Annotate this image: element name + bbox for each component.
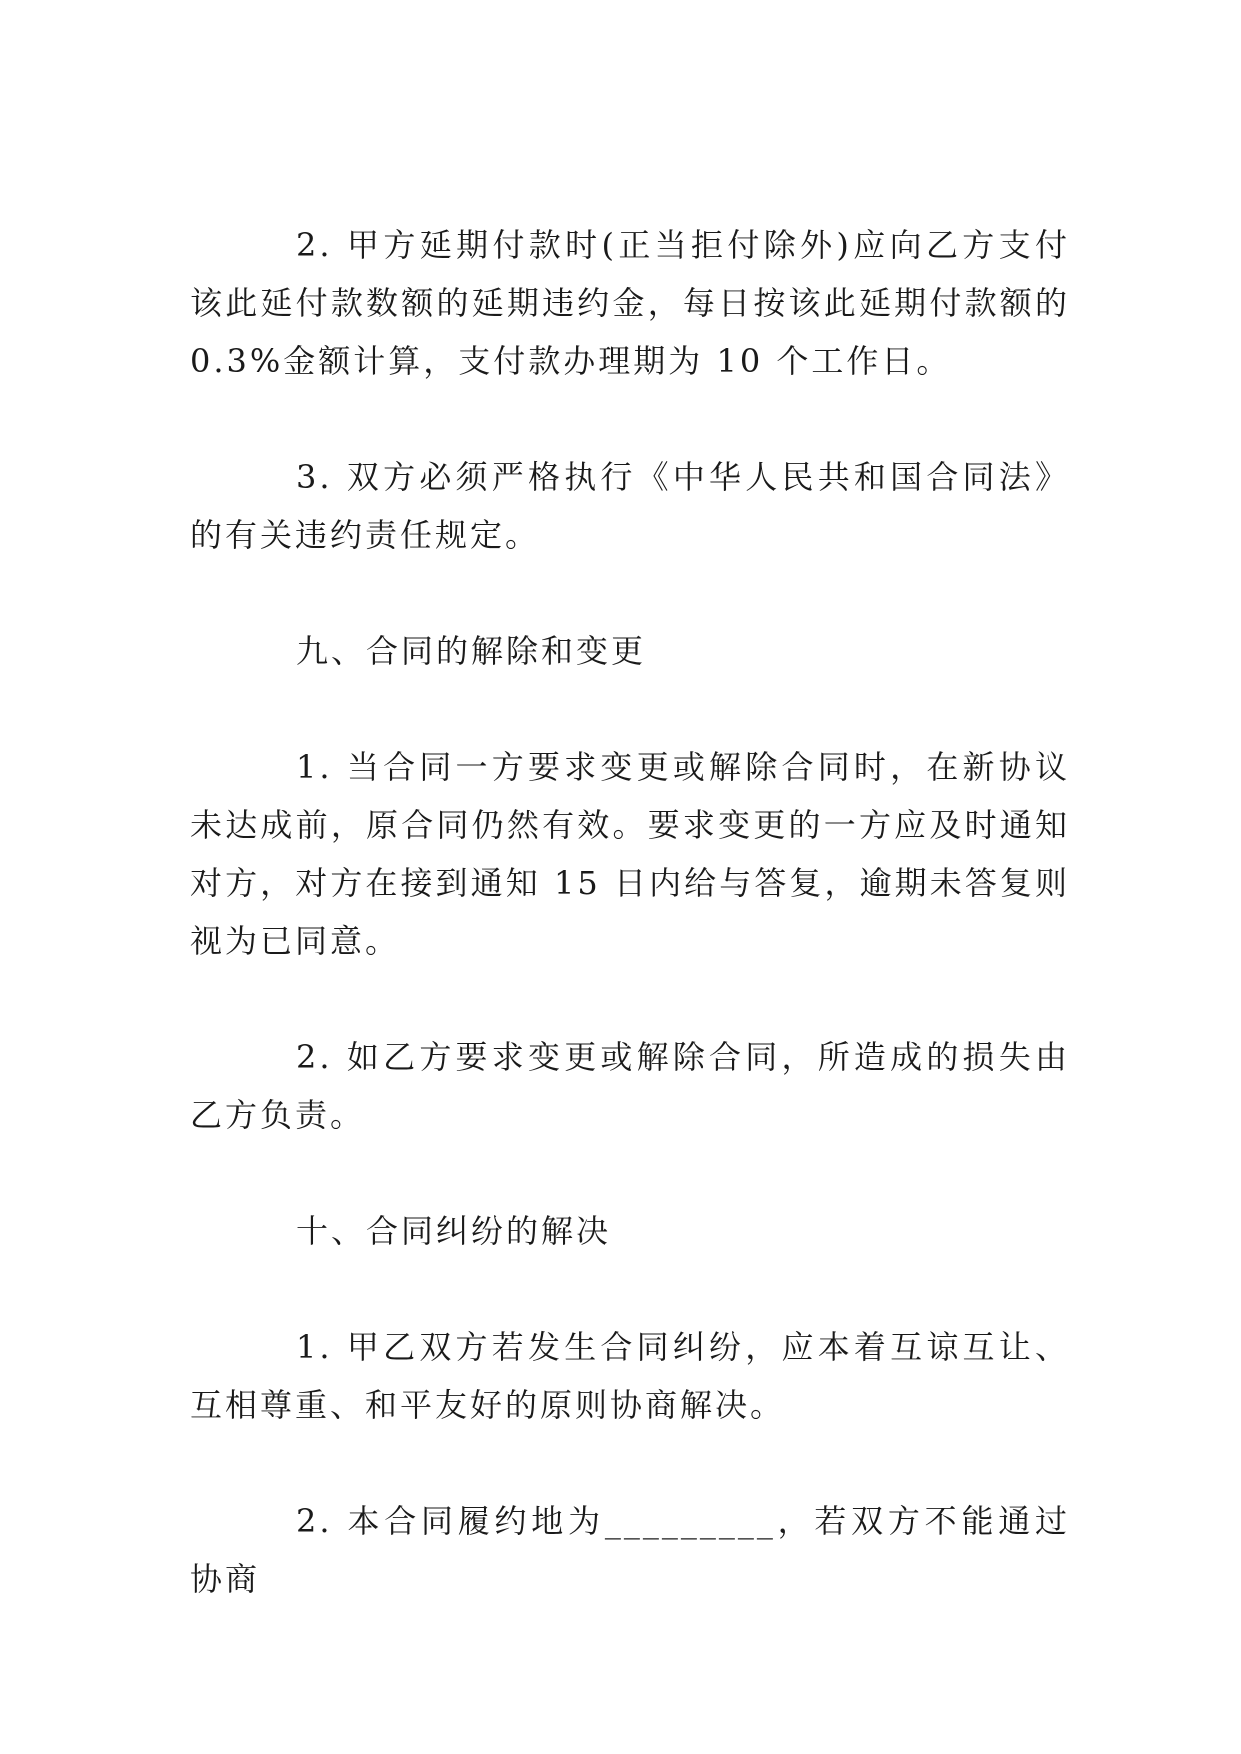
- clause-10-2-place-of-performance: 2. 本合同履约地为_________，若双方不能通过协商: [190, 1502, 1070, 1598]
- clause-9-2-party-b-liability: 2. 如乙方要求变更或解除合同，所造成的损失由乙方负责。: [190, 1038, 1070, 1134]
- document-body: [190, 216, 1070, 1666]
- clause-8-2-late-payment: 2. 甲方延期付款时(正当拒付除外)应向乙方支付该此延付款数额的延期违约金，每日按该此延期付款额的 0.3%金额计算，支付款办理期为 10 个工作日。: [190, 226, 1070, 380]
- clause-10-1-negotiation: 1. 甲乙双方若发生合同纠纷，应本着互谅互让、互相尊重、和平友好的原则协商解决。: [190, 1328, 1070, 1424]
- clause-8-3-contract-law: 3. 双方必须严格执行《中华人民共和国合同法》的有关违约责任规定。: [190, 458, 1070, 554]
- clause-9-1-change-request: 1. 当合同一方要求变更或解除合同时，在新协议未达成前，原合同仍然有效。要求变更的一方应及时通知对方，对方在接到通知 15 日内给与答复，逾期未答复则视为已同意。: [190, 748, 1070, 960]
- section-heading-termination-and-change: 九、合同的解除和变更: [296, 632, 647, 670]
- section-heading-dispute-resolution: 十、合同纠纷的解决: [296, 1212, 612, 1250]
